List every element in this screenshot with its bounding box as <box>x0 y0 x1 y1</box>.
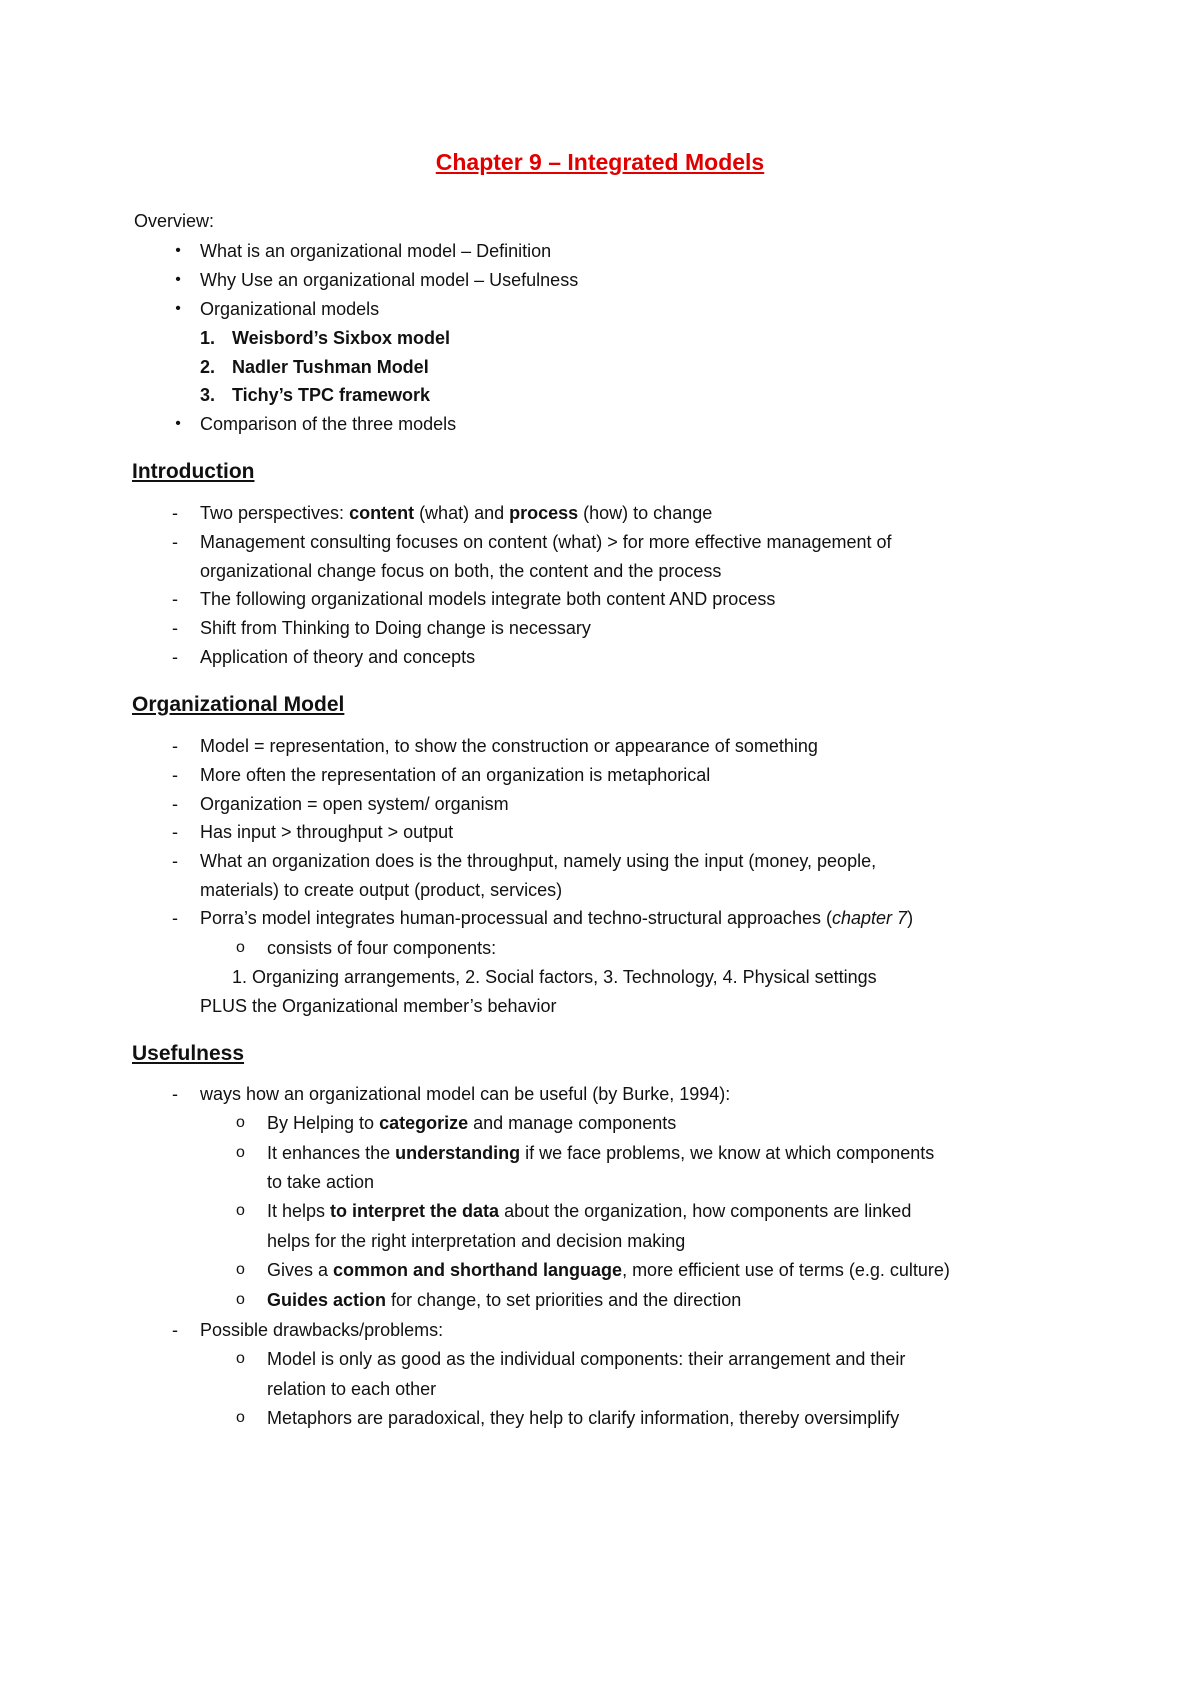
org-model-line: Organization = open system/ organism <box>200 794 509 814</box>
model-name: Nadler Tushman Model <box>232 357 429 377</box>
circle-bullet: o <box>236 1291 245 1308</box>
org-model-line: What an organization does is the throughput, namely using the input (money, people, <box>200 851 877 871</box>
page-title: Chapter 9 – Integrated Models <box>435 149 765 175</box>
circle-bullet: o <box>236 939 245 956</box>
intro-line: Shift from Thinking to Doing change is necessary <box>200 618 591 638</box>
org-model-plus: PLUS the Organizational member’s behavior <box>200 996 557 1016</box>
org-model-line-continued: materials) to create output (product, services) <box>200 880 563 900</box>
org-model-line: Has input > throughput > output <box>200 822 454 842</box>
intro-line: Two perspectives: content (what) and process (how) to change <box>200 503 713 523</box>
intro-line: Application of theory and concepts <box>200 647 476 667</box>
dash-bullet: - <box>172 765 178 785</box>
dash-bullet: - <box>172 618 178 638</box>
model-number: 1. <box>200 328 216 348</box>
intro-line-continued: organizational change focus on both, the content and the process <box>200 561 722 581</box>
section-heading-introduction: Introduction <box>132 460 255 483</box>
dash-bullet: - <box>172 1084 178 1104</box>
dash-bullet: - <box>172 908 178 928</box>
dash-bullet: - <box>172 532 178 552</box>
overview-item: Organizational models <box>200 299 380 319</box>
circle-bullet: o <box>236 1350 245 1367</box>
org-model-components: 1. Organizing arrangements, 2. Social factors, 3. Technology, 4. Physical settings <box>232 967 877 987</box>
model-number: 2. <box>200 357 216 377</box>
dash-bullet: - <box>172 736 178 756</box>
circle-bullet: o <box>236 1202 245 1219</box>
drawback-line: Metaphors are paradoxical, they help to clarify information, thereby oversimplify <box>267 1408 900 1428</box>
dash-bullet: - <box>172 589 178 609</box>
dash-bullet: - <box>172 1320 178 1340</box>
model-number: 3. <box>200 385 216 405</box>
usefulness-subline: By Helping to categorize and manage components <box>267 1113 677 1133</box>
usefulness-subline: It helps to interpret the data about the organization, how components are linked <box>267 1201 912 1221</box>
circle-bullet: o <box>236 1261 245 1278</box>
intro-line: Management consulting focuses on content (what) > for more effective management of <box>200 532 892 552</box>
org-model-line: Model = representation, to show the construction or appearance of something <box>200 736 818 756</box>
overview-item: Why Use an organizational model – Usefulness <box>200 270 579 290</box>
intro-line: The following organizational models integrate both content AND process <box>200 589 776 609</box>
bullet-icon: • <box>175 415 181 432</box>
overview-item: What is an organizational model – Definition <box>200 241 552 261</box>
overview-label: Overview: <box>134 211 215 231</box>
dash-bullet: - <box>172 647 178 667</box>
bullet-icon: • <box>175 271 181 288</box>
circle-bullet: o <box>236 1144 245 1161</box>
dash-bullet: - <box>172 851 178 871</box>
model-name: Tichy’s TPC framework <box>232 385 431 405</box>
section-heading-usefulness: Usefulness <box>132 1042 245 1065</box>
usefulness-subline: It enhances the understanding if we face problems, we know at which components <box>267 1143 935 1163</box>
usefulness-subline-continued: to take action <box>267 1172 375 1192</box>
org-model-line: More often the representation of an organization is metaphorical <box>200 765 711 785</box>
org-model-line: Porra’s model integrates human-processual and techno-structural approaches (chapter 7) <box>200 908 914 928</box>
bullet-icon: • <box>175 242 181 259</box>
drawback-line-continued: relation to each other <box>267 1379 437 1399</box>
drawback-line: Model is only as good as the individual components: their arrangement and their <box>267 1349 906 1369</box>
usefulness-line: ways how an organizational model can be useful (by Burke, 1994): <box>200 1084 731 1104</box>
dash-bullet: - <box>172 794 178 814</box>
usefulness-line: Possible drawbacks/problems: <box>200 1320 444 1340</box>
circle-bullet: o <box>236 1114 245 1131</box>
overview-item: Comparison of the three models <box>200 414 457 434</box>
org-model-subline: consists of four components: <box>267 938 497 958</box>
usefulness-subline: Gives a common and shorthand language, more efficient use of terms (e.g. culture) <box>267 1260 950 1280</box>
bullet-icon: • <box>175 300 181 317</box>
dash-bullet: - <box>172 822 178 842</box>
section-heading-organizational-model: Organizational Model <box>132 693 345 716</box>
usefulness-subline: Guides action for change, to set priorities and the direction <box>267 1290 742 1310</box>
circle-bullet: o <box>236 1409 245 1426</box>
dash-bullet: - <box>172 503 178 523</box>
usefulness-subline-continued: helps for the right interpretation and decision making <box>267 1231 686 1251</box>
model-name: Weisbord’s Sixbox model <box>232 328 451 348</box>
